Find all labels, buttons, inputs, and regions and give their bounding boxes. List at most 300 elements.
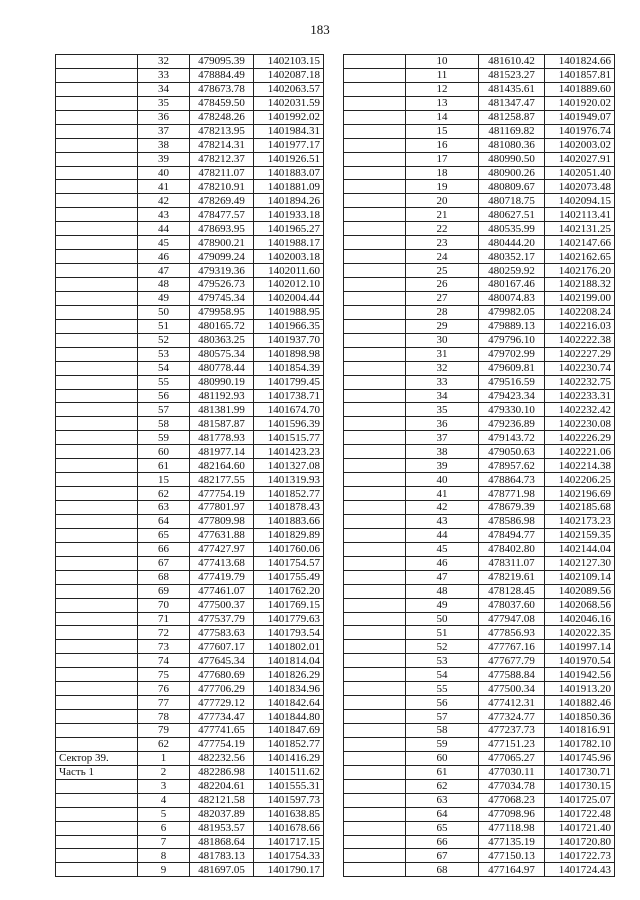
sector-label-cell — [344, 793, 406, 807]
table-row — [344, 501, 615, 515]
x-coordinate-cell: 477809.98 — [190, 514, 254, 528]
x-coordinate-cell: 478586.98 — [479, 514, 545, 528]
table-row — [56, 291, 324, 305]
table-row — [344, 835, 615, 849]
y-coordinate-cell: 1402226.29 — [545, 431, 615, 445]
table-row — [344, 333, 615, 347]
table-row — [56, 208, 324, 222]
sector-label-cell — [344, 696, 406, 710]
table-row — [56, 361, 324, 375]
table-row — [56, 194, 324, 208]
y-coordinate-cell: 1402196.69 — [545, 487, 615, 501]
x-coordinate-cell: 480718.75 — [479, 194, 545, 208]
y-coordinate-cell: 1401881.09 — [254, 180, 324, 194]
y-coordinate-cell: 1401802.01 — [254, 640, 324, 654]
sector-label-cell — [56, 305, 138, 319]
table-row — [344, 751, 615, 765]
point-number-cell: 78 — [138, 710, 190, 724]
x-coordinate-cell: 479143.72 — [479, 431, 545, 445]
y-coordinate-cell: 1401725.07 — [545, 793, 615, 807]
table-row — [344, 389, 615, 403]
x-coordinate-cell: 477413.68 — [190, 556, 254, 570]
x-coordinate-cell: 479050.63 — [479, 445, 545, 459]
coordinates-table-right-body — [344, 55, 615, 877]
sector-label-cell: Часть 1 — [56, 765, 138, 779]
point-number-cell: 53 — [138, 347, 190, 361]
y-coordinate-cell: 1401834.96 — [254, 682, 324, 696]
y-coordinate-cell: 1401977.17 — [254, 138, 324, 152]
x-coordinate-cell: 482232.56 — [190, 751, 254, 765]
point-number-cell: 6 — [138, 821, 190, 835]
point-number-cell: 59 — [406, 737, 479, 751]
table-row — [344, 654, 615, 668]
x-coordinate-cell: 480627.51 — [479, 208, 545, 222]
x-coordinate-cell: 481169.82 — [479, 124, 545, 138]
y-coordinate-cell: 1402222.38 — [545, 333, 615, 347]
sector-label-cell — [344, 305, 406, 319]
sector-label-cell — [344, 751, 406, 765]
sector-label-cell — [56, 598, 138, 612]
y-coordinate-cell: 1402221.06 — [545, 445, 615, 459]
x-coordinate-cell: 477419.79 — [190, 570, 254, 584]
table-row — [344, 319, 615, 333]
point-number-cell: 53 — [406, 654, 479, 668]
sector-label-cell — [344, 347, 406, 361]
sector-label-cell — [56, 793, 138, 807]
table-row — [56, 236, 324, 250]
point-number-cell: 23 — [406, 236, 479, 250]
sector-label-cell — [56, 68, 138, 82]
y-coordinate-cell: 1402012.10 — [254, 278, 324, 292]
sector-label-cell — [56, 682, 138, 696]
sector-label-cell — [344, 849, 406, 863]
x-coordinate-cell: 481347.47 — [479, 96, 545, 110]
x-coordinate-cell: 481953.57 — [190, 821, 254, 835]
y-coordinate-cell: 1402113.41 — [545, 208, 615, 222]
table-row — [56, 375, 324, 389]
point-number-cell: 32 — [138, 55, 190, 69]
point-number-cell: 58 — [138, 417, 190, 431]
table-row — [56, 514, 324, 528]
y-coordinate-cell: 1401965.27 — [254, 222, 324, 236]
table-row — [56, 654, 324, 668]
x-coordinate-cell: 481610.42 — [479, 55, 545, 69]
x-coordinate-cell: 481080.36 — [479, 138, 545, 152]
sector-label-cell — [56, 626, 138, 640]
y-coordinate-cell: 1402173.23 — [545, 514, 615, 528]
table-row — [344, 668, 615, 682]
x-coordinate-cell: 480259.92 — [479, 264, 545, 278]
point-number-cell: 40 — [138, 166, 190, 180]
sector-label-cell — [344, 96, 406, 110]
y-coordinate-cell: 1401515.77 — [254, 431, 324, 445]
table-row — [56, 751, 324, 765]
sector-label-cell — [344, 55, 406, 69]
y-coordinate-cell: 1402127.30 — [545, 556, 615, 570]
point-number-cell: 45 — [138, 236, 190, 250]
sector-label-cell — [344, 737, 406, 751]
table-row — [56, 403, 324, 417]
table-row — [56, 696, 324, 710]
point-number-cell: 36 — [406, 417, 479, 431]
table-row — [56, 250, 324, 264]
x-coordinate-cell: 477500.34 — [479, 682, 545, 696]
point-number-cell: 34 — [406, 389, 479, 403]
y-coordinate-cell: 1402159.35 — [545, 528, 615, 542]
x-coordinate-cell: 477607.17 — [190, 640, 254, 654]
table-row — [344, 640, 615, 654]
y-coordinate-cell: 1402046.16 — [545, 612, 615, 626]
y-coordinate-cell: 1401793.54 — [254, 626, 324, 640]
y-coordinate-cell: 1401511.62 — [254, 765, 324, 779]
table-row — [344, 487, 615, 501]
y-coordinate-cell: 1401596.39 — [254, 417, 324, 431]
x-coordinate-cell: 480990.19 — [190, 375, 254, 389]
table-row — [56, 793, 324, 807]
table-row — [344, 626, 615, 640]
y-coordinate-cell: 1401829.89 — [254, 528, 324, 542]
sector-label-cell — [344, 208, 406, 222]
table-row — [344, 556, 615, 570]
x-coordinate-cell: 477729.12 — [190, 696, 254, 710]
point-number-cell: 68 — [406, 863, 479, 877]
x-coordinate-cell: 481697.05 — [190, 863, 254, 877]
sector-label-cell — [56, 347, 138, 361]
table-row — [344, 68, 615, 82]
y-coordinate-cell: 1402068.56 — [545, 598, 615, 612]
table-row — [56, 180, 324, 194]
point-number-cell: 35 — [138, 96, 190, 110]
y-coordinate-cell: 1402109.14 — [545, 570, 615, 584]
table-row — [56, 779, 324, 793]
x-coordinate-cell: 477645.34 — [190, 654, 254, 668]
x-coordinate-cell: 480363.25 — [190, 333, 254, 347]
x-coordinate-cell: 481435.61 — [479, 82, 545, 96]
table-row — [344, 473, 615, 487]
sector-label-cell — [56, 556, 138, 570]
x-coordinate-cell: 477324.77 — [479, 710, 545, 724]
point-number-cell: 13 — [406, 96, 479, 110]
x-coordinate-cell: 477237.73 — [479, 724, 545, 738]
point-number-cell: 66 — [406, 835, 479, 849]
y-coordinate-cell: 1401850.36 — [545, 710, 615, 724]
point-number-cell: 40 — [406, 473, 479, 487]
x-coordinate-cell: 478213.95 — [190, 124, 254, 138]
x-coordinate-cell: 480900.26 — [479, 166, 545, 180]
x-coordinate-cell: 478269.49 — [190, 194, 254, 208]
sector-label-cell — [344, 682, 406, 696]
point-number-cell: 8 — [138, 849, 190, 863]
sector-label-cell — [56, 166, 138, 180]
table-row — [344, 528, 615, 542]
point-number-cell: 48 — [406, 584, 479, 598]
y-coordinate-cell: 1402003.02 — [545, 138, 615, 152]
sector-label-cell: Сектор 39. — [56, 751, 138, 765]
y-coordinate-cell: 1401889.60 — [545, 82, 615, 96]
y-coordinate-cell: 1402147.66 — [545, 236, 615, 250]
y-coordinate-cell: 1401745.96 — [545, 751, 615, 765]
x-coordinate-cell: 479702.99 — [479, 347, 545, 361]
table-row — [344, 779, 615, 793]
sector-label-cell — [56, 236, 138, 250]
table-row — [344, 737, 615, 751]
point-number-cell: 64 — [406, 807, 479, 821]
y-coordinate-cell: 1401920.02 — [545, 96, 615, 110]
sector-label-cell — [344, 180, 406, 194]
table-row — [344, 849, 615, 863]
y-coordinate-cell: 1401842.64 — [254, 696, 324, 710]
x-coordinate-cell: 482286.98 — [190, 765, 254, 779]
x-coordinate-cell: 478864.73 — [479, 473, 545, 487]
x-coordinate-cell: 478037.60 — [479, 598, 545, 612]
table-row — [56, 82, 324, 96]
sector-label-cell — [56, 542, 138, 556]
y-coordinate-cell: 1401327.08 — [254, 459, 324, 473]
y-coordinate-cell: 1401852.77 — [254, 737, 324, 751]
x-coordinate-cell: 477706.29 — [190, 682, 254, 696]
point-number-cell: 14 — [406, 110, 479, 124]
x-coordinate-cell: 479516.59 — [479, 375, 545, 389]
sector-label-cell — [344, 250, 406, 264]
sector-label-cell — [56, 417, 138, 431]
point-number-cell: 45 — [406, 542, 479, 556]
x-coordinate-cell: 481258.87 — [479, 110, 545, 124]
x-coordinate-cell: 482164.60 — [190, 459, 254, 473]
sector-label-cell — [56, 807, 138, 821]
table-row — [56, 849, 324, 863]
x-coordinate-cell: 477500.37 — [190, 598, 254, 612]
point-number-cell: 5 — [138, 807, 190, 821]
x-coordinate-cell: 480352.17 — [479, 250, 545, 264]
x-coordinate-cell: 481192.93 — [190, 389, 254, 403]
table-row — [56, 528, 324, 542]
sector-label-cell — [344, 528, 406, 542]
y-coordinate-cell: 1401942.56 — [545, 668, 615, 682]
x-coordinate-cell: 477588.84 — [479, 668, 545, 682]
table-row — [56, 152, 324, 166]
y-coordinate-cell: 1402232.75 — [545, 375, 615, 389]
y-coordinate-cell: 1401997.14 — [545, 640, 615, 654]
table-row — [56, 612, 324, 626]
x-coordinate-cell: 481523.27 — [479, 68, 545, 82]
y-coordinate-cell: 1401799.45 — [254, 375, 324, 389]
x-coordinate-cell: 477856.93 — [479, 626, 545, 640]
table-row — [344, 375, 615, 389]
point-number-cell: 37 — [406, 431, 479, 445]
y-coordinate-cell: 1401722.48 — [545, 807, 615, 821]
x-coordinate-cell: 478477.57 — [190, 208, 254, 222]
sector-label-cell — [56, 640, 138, 654]
point-number-cell: 50 — [406, 612, 479, 626]
sector-label-cell — [344, 807, 406, 821]
x-coordinate-cell: 478248.26 — [190, 110, 254, 124]
sector-label-cell — [344, 361, 406, 375]
sector-label-cell — [56, 501, 138, 515]
x-coordinate-cell: 482037.89 — [190, 807, 254, 821]
x-coordinate-cell: 480074.83 — [479, 291, 545, 305]
x-coordinate-cell: 477068.23 — [479, 793, 545, 807]
sector-label-cell — [344, 514, 406, 528]
table-row — [56, 570, 324, 584]
table-row — [56, 96, 324, 110]
sector-label-cell — [56, 445, 138, 459]
point-number-cell: 10 — [406, 55, 479, 69]
sector-label-cell — [344, 417, 406, 431]
x-coordinate-cell: 480167.46 — [479, 278, 545, 292]
table-row — [56, 68, 324, 82]
x-coordinate-cell: 480535.99 — [479, 222, 545, 236]
y-coordinate-cell: 1401754.33 — [254, 849, 324, 863]
sector-label-cell — [56, 835, 138, 849]
point-number-cell: 2 — [138, 765, 190, 779]
table-row — [56, 835, 324, 849]
y-coordinate-cell: 1401976.74 — [545, 124, 615, 138]
sector-label-cell — [56, 319, 138, 333]
x-coordinate-cell: 478219.61 — [479, 570, 545, 584]
x-coordinate-cell: 479609.81 — [479, 361, 545, 375]
sector-label-cell — [56, 612, 138, 626]
point-number-cell: 60 — [406, 751, 479, 765]
y-coordinate-cell: 1402103.15 — [254, 55, 324, 69]
point-number-cell: 74 — [138, 654, 190, 668]
y-coordinate-cell: 1401844.80 — [254, 710, 324, 724]
x-coordinate-cell: 478673.78 — [190, 82, 254, 96]
table-row — [344, 459, 615, 473]
table-row — [344, 236, 615, 250]
x-coordinate-cell: 478900.21 — [190, 236, 254, 250]
point-number-cell: 20 — [406, 194, 479, 208]
table-row — [344, 445, 615, 459]
point-number-cell: 62 — [406, 779, 479, 793]
y-coordinate-cell: 1401926.51 — [254, 152, 324, 166]
point-number-cell: 65 — [406, 821, 479, 835]
x-coordinate-cell: 481381.99 — [190, 403, 254, 417]
point-number-cell: 62 — [138, 487, 190, 501]
table-row — [344, 278, 615, 292]
y-coordinate-cell: 1401826.29 — [254, 668, 324, 682]
point-number-cell: 42 — [406, 501, 479, 515]
x-coordinate-cell: 481977.14 — [190, 445, 254, 459]
x-coordinate-cell: 478214.31 — [190, 138, 254, 152]
table-row — [56, 724, 324, 738]
sector-label-cell — [344, 124, 406, 138]
table-row — [344, 682, 615, 696]
table-row — [344, 264, 615, 278]
y-coordinate-cell: 1401988.95 — [254, 305, 324, 319]
sector-label-cell — [344, 570, 406, 584]
table-row — [56, 417, 324, 431]
y-coordinate-cell: 1401933.18 — [254, 208, 324, 222]
point-number-cell: 39 — [406, 459, 479, 473]
x-coordinate-cell: 477801.97 — [190, 501, 254, 515]
table-row — [344, 194, 615, 208]
x-coordinate-cell: 478459.50 — [190, 96, 254, 110]
point-number-cell: 38 — [406, 445, 479, 459]
x-coordinate-cell: 480575.34 — [190, 347, 254, 361]
x-coordinate-cell: 478211.07 — [190, 166, 254, 180]
sector-label-cell — [56, 333, 138, 347]
point-number-cell: 46 — [138, 250, 190, 264]
table-row — [56, 473, 324, 487]
table-row — [344, 208, 615, 222]
point-number-cell: 54 — [138, 361, 190, 375]
y-coordinate-cell: 1401754.57 — [254, 556, 324, 570]
point-number-cell: 25 — [406, 264, 479, 278]
point-number-cell: 70 — [138, 598, 190, 612]
y-coordinate-cell: 1401319.93 — [254, 473, 324, 487]
y-coordinate-cell: 1401779.63 — [254, 612, 324, 626]
x-coordinate-cell: 482177.55 — [190, 473, 254, 487]
sector-label-cell — [56, 403, 138, 417]
y-coordinate-cell: 1402087.18 — [254, 68, 324, 82]
table-row — [56, 124, 324, 138]
y-coordinate-cell: 1401894.26 — [254, 194, 324, 208]
y-coordinate-cell: 1402188.32 — [545, 278, 615, 292]
table-row — [56, 389, 324, 403]
page-number: 183 — [310, 22, 330, 37]
x-coordinate-cell: 479236.89 — [479, 417, 545, 431]
table-row — [344, 612, 615, 626]
x-coordinate-cell: 477150.13 — [479, 849, 545, 863]
y-coordinate-cell: 1401988.17 — [254, 236, 324, 250]
table-row — [56, 765, 324, 779]
x-coordinate-cell: 477754.19 — [190, 487, 254, 501]
point-number-cell: 76 — [138, 682, 190, 696]
sector-label-cell — [56, 570, 138, 584]
point-number-cell: 57 — [138, 403, 190, 417]
y-coordinate-cell: 1401730.71 — [545, 765, 615, 779]
table-row — [56, 821, 324, 835]
y-coordinate-cell: 1401854.39 — [254, 361, 324, 375]
point-number-cell: 34 — [138, 82, 190, 96]
y-coordinate-cell: 1401769.15 — [254, 598, 324, 612]
table-row — [344, 124, 615, 138]
sector-label-cell — [344, 459, 406, 473]
x-coordinate-cell: 477461.07 — [190, 584, 254, 598]
y-coordinate-cell: 1402131.25 — [545, 222, 615, 236]
table-row — [56, 598, 324, 612]
sector-label-cell — [56, 96, 138, 110]
table-row — [56, 138, 324, 152]
sector-label-cell — [56, 208, 138, 222]
x-coordinate-cell: 479319.36 — [190, 264, 254, 278]
sector-label-cell — [56, 724, 138, 738]
sector-label-cell — [56, 222, 138, 236]
table-row — [56, 333, 324, 347]
table-row — [344, 724, 615, 738]
y-coordinate-cell: 1402216.03 — [545, 319, 615, 333]
y-coordinate-cell: 1401847.69 — [254, 724, 324, 738]
table-row — [56, 807, 324, 821]
x-coordinate-cell: 477631.88 — [190, 528, 254, 542]
table-row — [344, 403, 615, 417]
table-row — [56, 431, 324, 445]
sector-label-cell — [56, 473, 138, 487]
table-row — [344, 598, 615, 612]
x-coordinate-cell: 482121.58 — [190, 793, 254, 807]
table-row — [344, 570, 615, 584]
point-number-cell: 36 — [138, 110, 190, 124]
x-coordinate-cell: 477030.11 — [479, 765, 545, 779]
y-coordinate-cell: 1402073.48 — [545, 180, 615, 194]
table-row — [344, 291, 615, 305]
table-row — [344, 542, 615, 556]
point-number-cell: 56 — [406, 696, 479, 710]
y-coordinate-cell: 1401824.66 — [545, 55, 615, 69]
y-coordinate-cell: 1402206.25 — [545, 473, 615, 487]
table-row — [56, 166, 324, 180]
y-coordinate-cell: 1401724.43 — [545, 863, 615, 877]
